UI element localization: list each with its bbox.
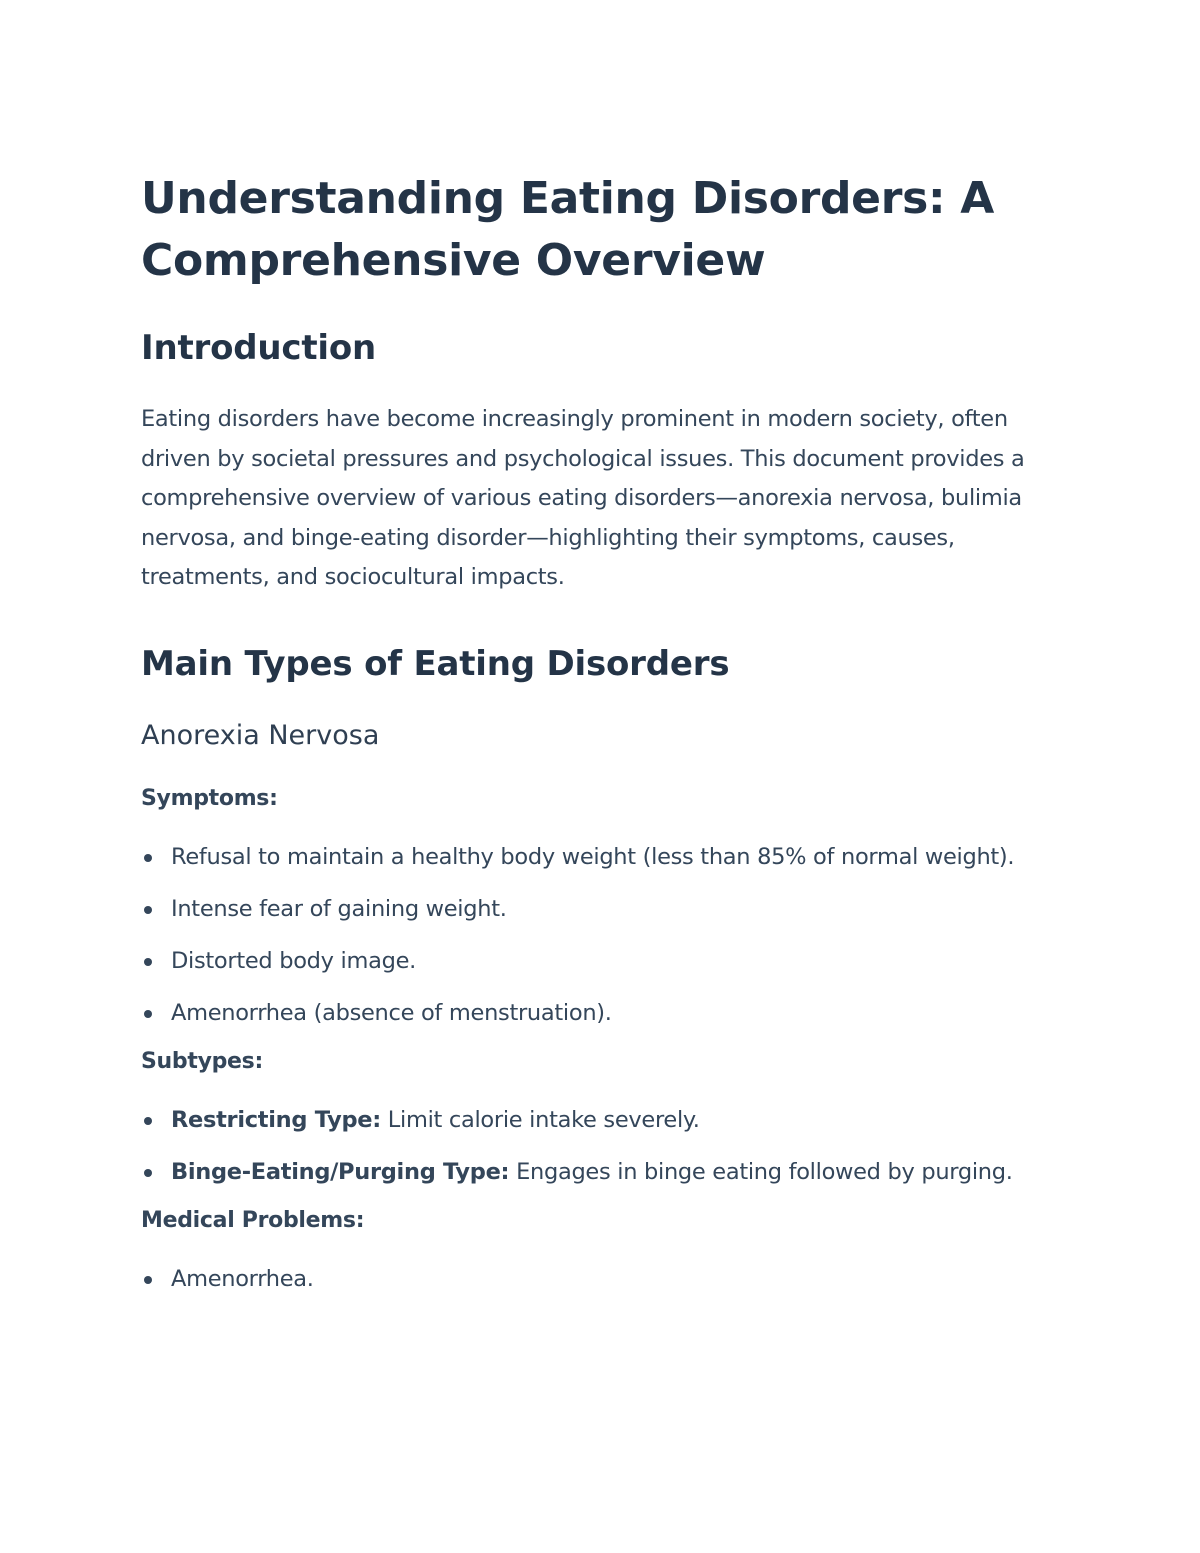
bullet-icon <box>144 1010 152 1018</box>
introduction-paragraph: Eating disorders have become increasingly prominent in modern society, often driven by societal pressures and psychological issues. This document provides a comprehensive overview of various eating disorders—anorexia nervosa, bulimia nervosa, and binge-eating disorder—highlighting their symptoms, causes, treatments, and sociocultural impacts. <box>141 406 1025 590</box>
document-page <box>141 168 1061 1312</box>
subtypes-list <box>141 1101 1061 1192</box>
bullet-icon <box>144 854 152 862</box>
document-title: Understanding Eating Disorders: A Comprehensive Overview <box>141 173 995 286</box>
list-item <box>141 1101 1061 1140</box>
medical-problems-list <box>141 1260 1061 1299</box>
bullet-icon <box>144 1169 152 1177</box>
bullet-icon <box>144 906 152 914</box>
symptom-text: Intense fear of gaining weight. <box>171 895 507 922</box>
medical-problem-text: Amenorrhea. <box>171 1265 314 1292</box>
list-item <box>141 1153 1061 1192</box>
bullet-icon <box>144 1276 152 1284</box>
introduction-heading: Introduction <box>141 328 377 368</box>
subtype-desc: Limit calorie intake severely. <box>380 1106 700 1133</box>
symptom-text: Amenorrhea (absence of menstruation). <box>171 999 612 1026</box>
anorexia-heading: Anorexia Nervosa <box>141 719 380 751</box>
list-item <box>141 1260 1061 1299</box>
symptoms-list <box>141 838 1061 1033</box>
list-item <box>141 838 1061 877</box>
list-item <box>141 890 1061 929</box>
symptom-text: Distorted body image. <box>171 947 416 974</box>
symptoms-label: Symptoms: <box>141 785 278 811</box>
medical-problems-label: Medical Problems: <box>141 1207 365 1233</box>
main-types-heading: Main Types of Eating Disorders <box>141 643 730 684</box>
bullet-icon <box>144 1117 152 1125</box>
subtype-term: Binge-Eating/Purging Type: <box>171 1158 510 1185</box>
subtype-term: Restricting Type: <box>171 1106 381 1133</box>
list-item <box>141 994 1061 1033</box>
symptom-text: Refusal to maintain a healthy body weight (less than 85% of normal weight). <box>171 843 1015 870</box>
bullet-icon <box>144 958 152 966</box>
subtypes-label: Subtypes: <box>141 1048 263 1074</box>
subtype-desc: Engages in binge eating followed by purging. <box>509 1158 1013 1185</box>
list-item <box>141 942 1061 981</box>
